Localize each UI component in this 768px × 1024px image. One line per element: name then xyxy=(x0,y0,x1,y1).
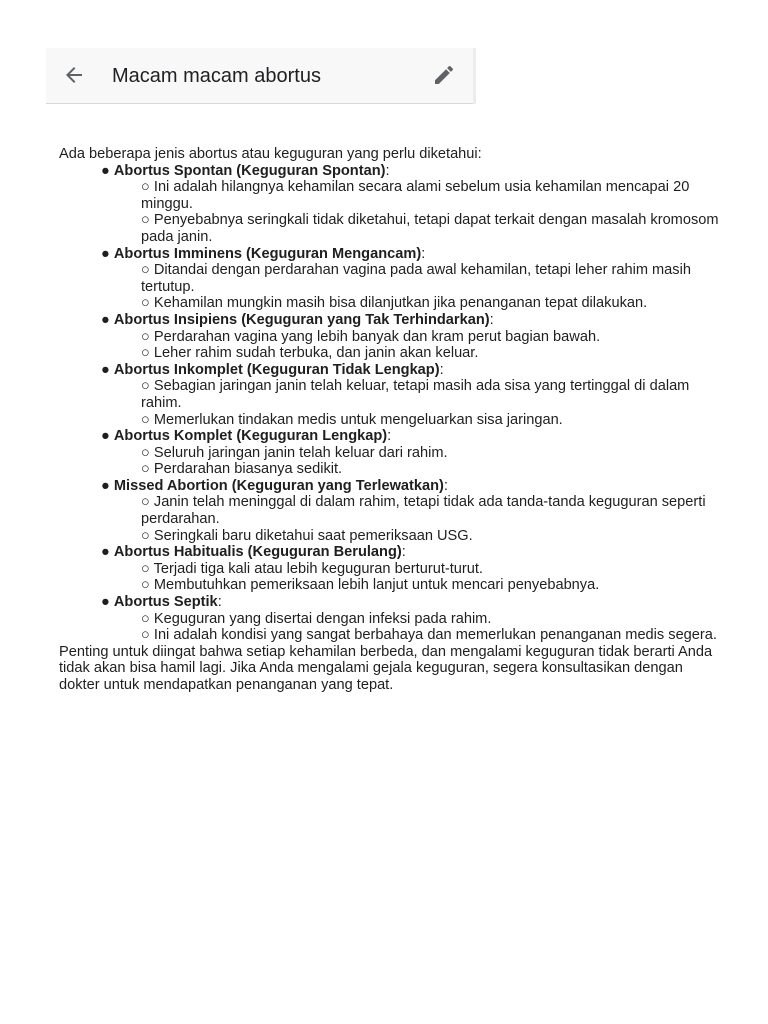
sub-list-item xyxy=(141,295,719,312)
bullet-icon: ● xyxy=(101,245,110,262)
sub-point-text: Terjadi tiga kali atau lebih keguguran berturut-turut. xyxy=(153,560,483,577)
sub-point-text: Keguguran yang disertai dengan infeksi pada rahim. xyxy=(153,610,492,627)
circle-bullet-icon: ○ xyxy=(141,494,150,511)
sub-point-text: Ditandai dengan perdarahan vagina pada awal kehamilan, tetapi leher rahim masih tertutup. xyxy=(141,262,691,295)
note-body xyxy=(59,146,719,694)
item-title: Abortus Imminens (Keguguran Mengancam) xyxy=(113,245,422,262)
bullet-icon: ● xyxy=(101,428,110,445)
app-bar-edge xyxy=(473,48,476,104)
sub-list-item xyxy=(141,378,719,411)
sub-list-item xyxy=(141,445,719,462)
circle-bullet-icon: ○ xyxy=(141,610,150,627)
item-title: Abortus Septik xyxy=(113,594,218,611)
sub-point-text: Sebagian jaringan janin telah keluar, tetapi masih ada sisa yang tertinggal di dalam rahim. xyxy=(141,378,690,411)
sub-list xyxy=(101,494,719,544)
sub-list xyxy=(101,611,719,644)
sub-list-item xyxy=(141,329,719,346)
sub-point-text: Ini adalah hilangnya kehamilan secara alami sebelum usia kehamilan mencapai 20 minggu. xyxy=(141,179,690,212)
sub-list-item xyxy=(141,412,719,429)
sub-point-text: Kehamilan mungkin masih bisa dilanjutkan jika penanganan tepat dilakukan. xyxy=(153,295,648,312)
circle-bullet-icon: ○ xyxy=(141,627,150,644)
sub-point-text: Memerlukan tindakan medis untuk mengeluarkan sisa jaringan. xyxy=(153,411,563,428)
sub-list-item xyxy=(141,262,719,295)
bullet-icon: ● xyxy=(101,361,110,378)
item-title: Abortus Spontan (Keguguran Spontan) xyxy=(113,162,386,179)
sub-point-text: Janin telah meninggal di dalam rahim, tetapi tidak ada tanda-tanda keguguran seperti perdarahan. xyxy=(141,494,706,528)
circle-bullet-icon: ○ xyxy=(141,461,150,478)
item-title: Abortus Insipiens (Keguguran yang Tak Terhindarkan) xyxy=(113,311,490,328)
sub-list xyxy=(101,329,719,362)
sub-point-text: Leher rahim sudah terbuka, dan janin akan keluar. xyxy=(153,345,479,362)
list-item: ● Abortus Inkomplet (Keguguran Tidak Lengkap): ○ Sebagian jaringan janin telah keluar, tetapi masih ada sisa yang tertinggal di dalam rahim. ○ Memerlukan tindakan medis untuk mengeluarkan sisa jaringan. xyxy=(101,362,719,428)
sub-point-text: Seluruh jaringan janin telah keluar dari rahim. xyxy=(153,444,448,461)
list-item: ● Abortus Imminens (Keguguran Mengancam): ○ Ditandai dengan perdarahan vagina pada awal kehamilan, tetapi leher rahim masih tertutup. ○ Kehamilan mungkin masih bisa dilanjutkan jika penanganan tepat dilakukan. xyxy=(101,246,719,312)
circle-bullet-icon: ○ xyxy=(141,328,150,345)
sub-list xyxy=(101,378,719,428)
circle-bullet-icon: ○ xyxy=(141,345,150,362)
sub-point-text: Ini adalah kondisi yang sangat berbahaya dan memerlukan penanganan medis segera. xyxy=(153,627,717,644)
sub-point-text: Membutuhkan pemeriksaan lebih lanjut untuk mencari penyebabnya. xyxy=(153,577,600,594)
sub-list-item xyxy=(141,494,719,527)
circle-bullet-icon: ○ xyxy=(141,560,150,577)
item-title: Abortus Komplet (Keguguran Lengkap) xyxy=(113,428,388,445)
sub-list xyxy=(101,262,719,312)
list-item: ● Abortus Insipiens (Keguguran yang Tak Terhindarkan): ○ Perdarahan vagina yang lebih banyak dan kram perut bagian bawah. ○ Leher rahim sudah terbuka, dan janin akan keluar. xyxy=(101,312,719,362)
sub-point-text: Perdarahan biasanya sedikit. xyxy=(153,461,343,478)
circle-bullet-icon: ○ xyxy=(141,444,150,461)
sub-list-item xyxy=(141,577,719,594)
list-item: ● Missed Abortion (Keguguran yang Terlewatkan): ○ Janin telah meninggal di dalam rahim, tetapi tidak ada tanda-tanda keguguran seperti perdarahan. ○ Seringkali baru diketahui saat pemeriksaan USG. xyxy=(101,478,719,544)
bullet-icon: ● xyxy=(101,594,110,611)
sub-list-item xyxy=(141,212,719,245)
bullet-icon: ● xyxy=(101,477,110,494)
item-title: Abortus Habitualis (Keguguran Berulang) xyxy=(113,544,402,561)
abortion-types-list xyxy=(59,163,719,644)
sub-list-item xyxy=(141,561,719,578)
intro-text: Ada beberapa jenis abortus atau keguguran yang perlu diketahui: xyxy=(59,146,482,162)
circle-bullet-icon: ○ xyxy=(141,378,150,395)
sub-point-text: Seringkali baru diketahui saat pemeriksaan USG. xyxy=(153,527,473,544)
item-title: Abortus Inkomplet (Keguguran Tidak Lengkap) xyxy=(113,361,440,378)
list-item: ● Abortus Habitualis (Keguguran Berulang): ○ Terjadi tiga kali atau lebih keguguran berturut-turut. ○ Membutuhkan pemeriksaan lebih lanjut untuk mencari penyebabnya. xyxy=(101,544,719,594)
bullet-icon: ● xyxy=(101,162,110,179)
circle-bullet-icon: ○ xyxy=(141,577,150,594)
sub-list-item xyxy=(141,528,719,545)
arrow-back-icon[interactable] xyxy=(62,63,86,87)
sub-list-item xyxy=(141,627,719,644)
circle-bullet-icon: ○ xyxy=(141,411,150,428)
circle-bullet-icon: ○ xyxy=(141,262,150,279)
top-app-bar xyxy=(46,48,474,104)
list-item: ● Abortus Komplet (Keguguran Lengkap): ○ Seluruh jaringan janin telah keluar dari rahim. ○ Perdarahan biasanya sedikit. xyxy=(101,428,719,478)
pencil-edit-icon[interactable] xyxy=(432,63,456,87)
sub-list-item xyxy=(141,611,719,628)
circle-bullet-icon: ○ xyxy=(141,212,150,229)
sub-list-item xyxy=(141,179,719,212)
sub-list-item xyxy=(141,345,719,362)
sub-list-item xyxy=(141,461,719,478)
circle-bullet-icon: ○ xyxy=(141,527,150,544)
bullet-icon: ● xyxy=(101,544,110,561)
closing-text: Penting untuk diingat bahwa setiap kehamilan berbeda, dan mengalami keguguran tidak berarti Anda tidak akan bisa hamil lagi. Jika Anda mengalami gejala keguguran, segera konsultasikan dengan dokter untuk mendapatkan penanganan yang tepat. xyxy=(59,643,713,693)
sub-point-text: Perdarahan vagina yang lebih banyak dan kram perut bagian bawah. xyxy=(153,328,601,345)
sub-point-text: Penyebabnya seringkali tidak diketahui, tetapi dapat terkait dengan masalah kromosom pada janin. xyxy=(141,212,719,245)
page-title: Macam macam abortus xyxy=(112,65,321,87)
sub-list xyxy=(101,445,719,478)
sub-list xyxy=(101,561,719,594)
bullet-icon: ● xyxy=(101,311,110,328)
list-item: ● Abortus Septik: ○ Keguguran yang disertai dengan infeksi pada rahim. ○ Ini adalah kondisi yang sangat berbahaya dan memerlukan penanganan medis segera. xyxy=(101,594,719,644)
list-item: ● Abortus Spontan (Keguguran Spontan): ○ Ini adalah hilangnya kehamilan secara alami sebelum usia kehamilan mencapai 20 minggu. ○ Penyebabnya seringkali tidak diketahui, tetapi dapat terkait dengan masalah kromosom pada janin. xyxy=(101,162,719,245)
item-title: Missed Abortion (Keguguran yang Terlewatkan) xyxy=(113,477,444,494)
circle-bullet-icon: ○ xyxy=(141,179,150,196)
circle-bullet-icon: ○ xyxy=(141,295,150,312)
sub-list xyxy=(101,179,719,245)
